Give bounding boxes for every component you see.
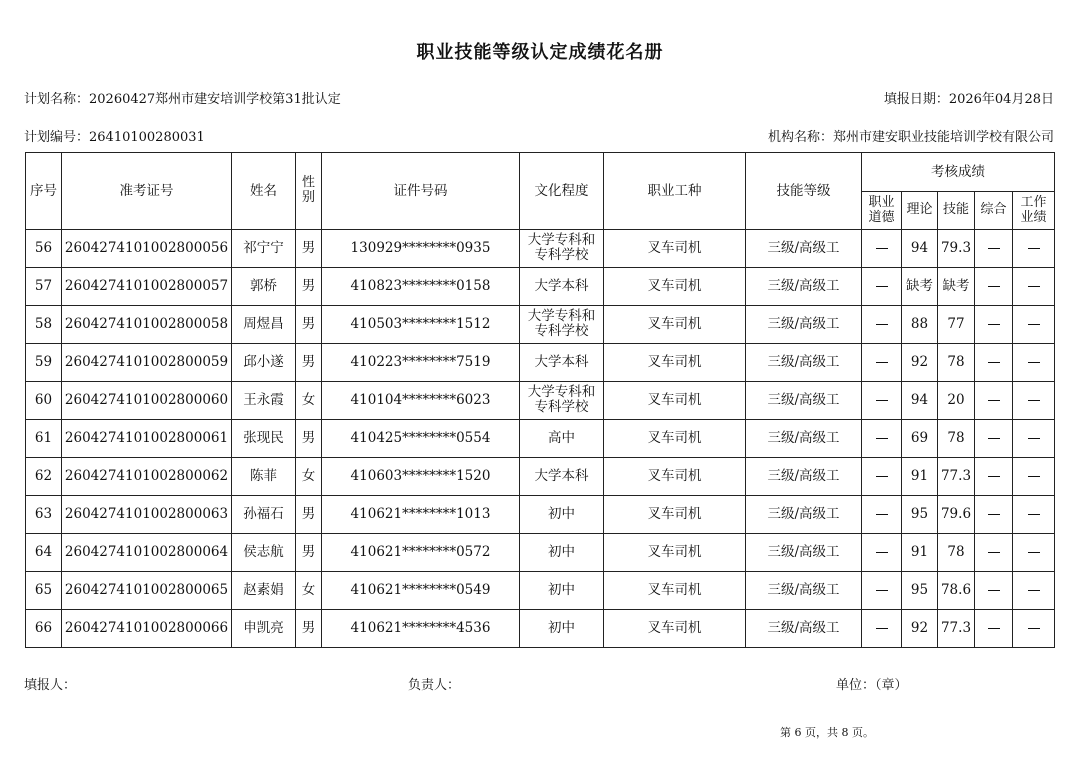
cell-ethics — [862, 306, 902, 344]
cell-ethics — [862, 572, 902, 610]
cell-work — [1013, 610, 1055, 648]
cell-id-no: 410621********1013 — [322, 496, 520, 534]
cell-skill-level: 三级/高级工 — [746, 496, 862, 534]
cell-exam-no: 2604274101002800056 — [62, 230, 232, 268]
cell-education — [520, 306, 604, 344]
cell-name: 张现民 — [232, 420, 296, 458]
header-gender — [296, 153, 322, 230]
dash-mark — [876, 552, 888, 553]
cell-occupation: 叉车司机 — [604, 496, 746, 534]
cell-theory: 95 — [902, 572, 938, 610]
cell-skill-level: 三级/高级工 — [746, 268, 862, 306]
cell-theory: 69 — [902, 420, 938, 458]
cell-occupation: 叉车司机 — [604, 268, 746, 306]
cell-id-no: 410223********7519 — [322, 344, 520, 382]
education-text — [528, 431, 596, 446]
cell-theory: 94 — [902, 382, 938, 420]
dash-mark — [1028, 324, 1040, 325]
cell-comprehensive — [975, 230, 1013, 268]
cell-skill: 78 — [938, 344, 975, 382]
cell-skill: 缺考 — [938, 268, 975, 306]
table-row — [26, 496, 1055, 534]
cell-comprehensive — [975, 268, 1013, 306]
cell-id-no: 410621********4536 — [322, 610, 520, 648]
header-skill: 技能 — [938, 192, 975, 230]
cell-education — [520, 420, 604, 458]
header-exam-no: 准考证号 — [62, 153, 232, 230]
cell-work — [1013, 268, 1055, 306]
cell-gender: 男 — [296, 306, 322, 344]
cell-name: 陈菲 — [232, 458, 296, 496]
dash-mark — [1028, 400, 1040, 401]
org-name: 机构名称：郑州市建安职业技能培训学校有限公司 — [767, 130, 1054, 145]
plan-number: 计划编号：26410100280031 — [24, 130, 205, 145]
cell-seq: 58 — [26, 306, 62, 344]
education-line1: 初中 — [548, 506, 575, 523]
cell-theory: 缺考 — [902, 268, 938, 306]
cell-occupation: 叉车司机 — [604, 382, 746, 420]
education-line1: 大学本科 — [534, 278, 589, 295]
cell-education — [520, 382, 604, 420]
dash-mark — [988, 400, 1000, 401]
cell-comprehensive — [975, 382, 1013, 420]
dash-mark — [876, 400, 888, 401]
cell-comprehensive — [975, 306, 1013, 344]
cell-ethics — [862, 420, 902, 458]
cell-occupation: 叉车司机 — [604, 610, 746, 648]
dash-mark — [988, 362, 1000, 363]
cell-seq: 62 — [26, 458, 62, 496]
cell-seq: 60 — [26, 382, 62, 420]
dash-mark — [1028, 438, 1040, 439]
cell-education — [520, 458, 604, 496]
cell-skill: 77.3 — [938, 610, 975, 648]
cell-exam-no: 2604274101002800066 — [62, 610, 232, 648]
cell-work — [1013, 534, 1055, 572]
education-line1: 大学专科和 — [527, 384, 596, 401]
header-id-no: 证件号码 — [322, 153, 520, 230]
cell-skill-level: 三级/高级工 — [746, 572, 862, 610]
cell-seq: 61 — [26, 420, 62, 458]
dash-mark — [1028, 552, 1040, 553]
cell-work — [1013, 572, 1055, 610]
header-education: 文化程度 — [520, 153, 604, 230]
cell-work — [1013, 496, 1055, 534]
cell-id-no: 410503********1512 — [322, 306, 520, 344]
cell-id-no: 410621********0572 — [322, 534, 520, 572]
dash-mark — [876, 248, 888, 249]
cell-education — [520, 496, 604, 534]
education-text — [528, 279, 596, 294]
education-line1: 大学本科 — [534, 468, 589, 485]
cell-gender: 男 — [296, 496, 322, 534]
table-row — [26, 420, 1055, 458]
cell-work — [1013, 344, 1055, 382]
cell-ethics — [862, 268, 902, 306]
dash-mark — [988, 286, 1000, 287]
cell-skill-level: 三级/高级工 — [746, 610, 862, 648]
dash-mark — [876, 438, 888, 439]
education-text — [528, 309, 596, 339]
header-theory: 理论 — [902, 192, 938, 230]
dash-mark — [876, 476, 888, 477]
cell-name: 申凯亮 — [232, 610, 296, 648]
cell-exam-no: 2604274101002800062 — [62, 458, 232, 496]
dash-mark — [876, 590, 888, 591]
cell-name: 王永霞 — [232, 382, 296, 420]
dash-mark — [988, 324, 1000, 325]
cell-ethics — [862, 610, 902, 648]
header-seq: 序号 — [26, 153, 62, 230]
cell-seq: 63 — [26, 496, 62, 534]
cell-education — [520, 230, 604, 268]
cell-theory: 91 — [902, 458, 938, 496]
cell-skill: 78 — [938, 420, 975, 458]
cell-education — [520, 534, 604, 572]
table-header — [26, 153, 1055, 230]
cell-comprehensive — [975, 344, 1013, 382]
cell-id-no: 410621********0549 — [322, 572, 520, 610]
cell-seq: 65 — [26, 572, 62, 610]
dash-mark — [1028, 514, 1040, 515]
cell-skill-level: 三级/高级工 — [746, 344, 862, 382]
education-text — [528, 233, 596, 263]
cell-ethics — [862, 534, 902, 572]
cell-occupation: 叉车司机 — [604, 534, 746, 572]
cell-skill: 20 — [938, 382, 975, 420]
header-work — [1013, 192, 1055, 230]
cell-skill: 77 — [938, 306, 975, 344]
cell-name: 周煜昌 — [232, 306, 296, 344]
table-row — [26, 572, 1055, 610]
cell-seq: 59 — [26, 344, 62, 382]
cell-theory: 91 — [902, 534, 938, 572]
cell-comprehensive — [975, 420, 1013, 458]
cell-occupation: 叉车司机 — [604, 420, 746, 458]
fill-date: 填报日期：2026年04月28日 — [883, 92, 1054, 107]
dash-mark — [1028, 628, 1040, 629]
table-row — [26, 344, 1055, 382]
education-line1: 大学专科和 — [527, 232, 596, 249]
page-title: 职业技能等级认定成绩花名册 — [416, 42, 664, 63]
cell-gender: 女 — [296, 458, 322, 496]
cell-gender: 男 — [296, 230, 322, 268]
cell-id-no: 130929********0935 — [322, 230, 520, 268]
education-text — [528, 545, 596, 560]
cell-theory: 92 — [902, 344, 938, 382]
table-row — [26, 534, 1055, 572]
cell-comprehensive — [975, 572, 1013, 610]
cell-skill: 78.6 — [938, 572, 975, 610]
cell-work — [1013, 230, 1055, 268]
dash-mark — [876, 362, 888, 363]
education-text — [528, 583, 596, 598]
dash-mark — [876, 514, 888, 515]
cell-theory: 88 — [902, 306, 938, 344]
cell-theory: 94 — [902, 230, 938, 268]
cell-gender: 男 — [296, 344, 322, 382]
cell-exam-no: 2604274101002800060 — [62, 382, 232, 420]
header-work-line1: 工作 — [1020, 194, 1047, 210]
cell-skill-level: 三级/高级工 — [746, 458, 862, 496]
cell-occupation: 叉车司机 — [604, 572, 746, 610]
cell-seq: 64 — [26, 534, 62, 572]
education-text — [528, 355, 596, 370]
cell-seq: 56 — [26, 230, 62, 268]
cell-occupation: 叉车司机 — [604, 458, 746, 496]
cell-exam-no: 2604274101002800061 — [62, 420, 232, 458]
dash-mark — [1028, 248, 1040, 249]
cell-skill: 78 — [938, 534, 975, 572]
cell-skill-level: 三级/高级工 — [746, 534, 862, 572]
cell-exam-no: 2604274101002800064 — [62, 534, 232, 572]
footer-unit: 单位：（章） — [836, 678, 908, 693]
cell-education — [520, 610, 604, 648]
cell-seq: 57 — [26, 268, 62, 306]
table-row — [26, 610, 1055, 648]
header-ethics-line1: 职业 — [868, 194, 895, 210]
cell-skill: 79.3 — [938, 230, 975, 268]
cell-name: 孙福石 — [232, 496, 296, 534]
education-line1: 大学专科和 — [527, 308, 596, 325]
cell-name: 郭桥 — [232, 268, 296, 306]
cell-ethics — [862, 230, 902, 268]
header-ethics-line2: 道德 — [868, 209, 895, 225]
cell-occupation: 叉车司机 — [604, 306, 746, 344]
cell-skill-level: 三级/高级工 — [746, 306, 862, 344]
dash-mark — [988, 628, 1000, 629]
dash-mark — [876, 324, 888, 325]
education-line1: 大学本科 — [534, 354, 589, 371]
cell-skill-level: 三级/高级工 — [746, 230, 862, 268]
footer-filler: 填报人： — [24, 678, 77, 693]
table-row — [26, 268, 1055, 306]
cell-skill-level: 三级/高级工 — [746, 382, 862, 420]
cell-gender: 女 — [296, 382, 322, 420]
cell-work — [1013, 306, 1055, 344]
cell-occupation: 叉车司机 — [604, 230, 746, 268]
cell-name: 赵素娟 — [232, 572, 296, 610]
table-row — [26, 306, 1055, 344]
cell-name: 祁宁宁 — [232, 230, 296, 268]
cell-occupation: 叉车司机 — [604, 344, 746, 382]
header-scores: 考核成绩 — [862, 153, 1055, 192]
header-name: 姓名 — [232, 153, 296, 230]
table-body — [26, 230, 1055, 648]
cell-gender: 男 — [296, 268, 322, 306]
education-text — [528, 469, 596, 484]
cell-work — [1013, 420, 1055, 458]
score-roster-table — [25, 152, 1055, 648]
cell-gender: 女 — [296, 572, 322, 610]
education-text — [528, 621, 596, 636]
dash-mark — [876, 286, 888, 287]
dash-mark — [876, 628, 888, 629]
cell-work — [1013, 382, 1055, 420]
plan-name: 计划名称：20260427郑州市建安培训学校第31批认定 — [24, 92, 341, 107]
footer-responsible: 负责人： — [408, 678, 461, 693]
header-skill-level: 技能等级 — [746, 153, 862, 230]
education-text — [528, 507, 596, 522]
cell-theory: 92 — [902, 610, 938, 648]
cell-exam-no: 2604274101002800058 — [62, 306, 232, 344]
education-line1: 高中 — [548, 430, 575, 447]
dash-mark — [988, 514, 1000, 515]
dash-mark — [988, 438, 1000, 439]
cell-gender: 男 — [296, 420, 322, 458]
cell-exam-no: 2604274101002800063 — [62, 496, 232, 534]
education-line1: 初中 — [548, 544, 575, 561]
cell-comprehensive — [975, 610, 1013, 648]
header-gender-line2: 别 — [301, 190, 315, 205]
header-work-line2: 业绩 — [1020, 209, 1047, 225]
cell-exam-no: 2604274101002800065 — [62, 572, 232, 610]
cell-education — [520, 344, 604, 382]
table-row — [26, 458, 1055, 496]
cell-id-no: 410823********0158 — [322, 268, 520, 306]
dash-mark — [1028, 362, 1040, 363]
cell-comprehensive — [975, 534, 1013, 572]
cell-exam-no: 2604274101002800057 — [62, 268, 232, 306]
education-text — [528, 385, 596, 415]
cell-ethics — [862, 382, 902, 420]
cell-name: 邱小遂 — [232, 344, 296, 382]
cell-id-no: 410425********0554 — [322, 420, 520, 458]
cell-education — [520, 572, 604, 610]
education-line2: 专科学校 — [534, 323, 589, 340]
header-ethics — [862, 192, 902, 230]
cell-exam-no: 2604274101002800059 — [62, 344, 232, 382]
cell-gender: 男 — [296, 534, 322, 572]
education-line2: 专科学校 — [534, 247, 589, 264]
dash-mark — [1028, 476, 1040, 477]
dash-mark — [1028, 286, 1040, 287]
cell-theory: 95 — [902, 496, 938, 534]
dash-mark — [988, 476, 1000, 477]
cell-ethics — [862, 344, 902, 382]
cell-ethics — [862, 458, 902, 496]
dash-mark — [988, 248, 1000, 249]
cell-name: 侯志航 — [232, 534, 296, 572]
cell-skill-level: 三级/高级工 — [746, 420, 862, 458]
education-line1: 初中 — [548, 582, 575, 599]
cell-comprehensive — [975, 458, 1013, 496]
cell-work — [1013, 458, 1055, 496]
cell-comprehensive — [975, 496, 1013, 534]
education-line1: 初中 — [548, 620, 575, 637]
education-line2: 专科学校 — [534, 399, 589, 416]
cell-education — [520, 268, 604, 306]
cell-seq: 66 — [26, 610, 62, 648]
cell-id-no: 410603********1520 — [322, 458, 520, 496]
cell-skill: 77.3 — [938, 458, 975, 496]
header-occupation: 职业工种 — [604, 153, 746, 230]
dash-mark — [988, 590, 1000, 591]
page-number: 第 6 页，共 8 页。 — [780, 726, 874, 739]
dash-mark — [1028, 590, 1040, 591]
cell-skill: 79.6 — [938, 496, 975, 534]
table-row — [26, 382, 1055, 420]
table-row — [26, 230, 1055, 268]
header-comprehensive: 综合 — [975, 192, 1013, 230]
dash-mark — [988, 552, 1000, 553]
header-gender-line1: 性 — [301, 175, 315, 191]
cell-ethics — [862, 496, 902, 534]
cell-gender: 男 — [296, 610, 322, 648]
cell-id-no: 410104********6023 — [322, 382, 520, 420]
